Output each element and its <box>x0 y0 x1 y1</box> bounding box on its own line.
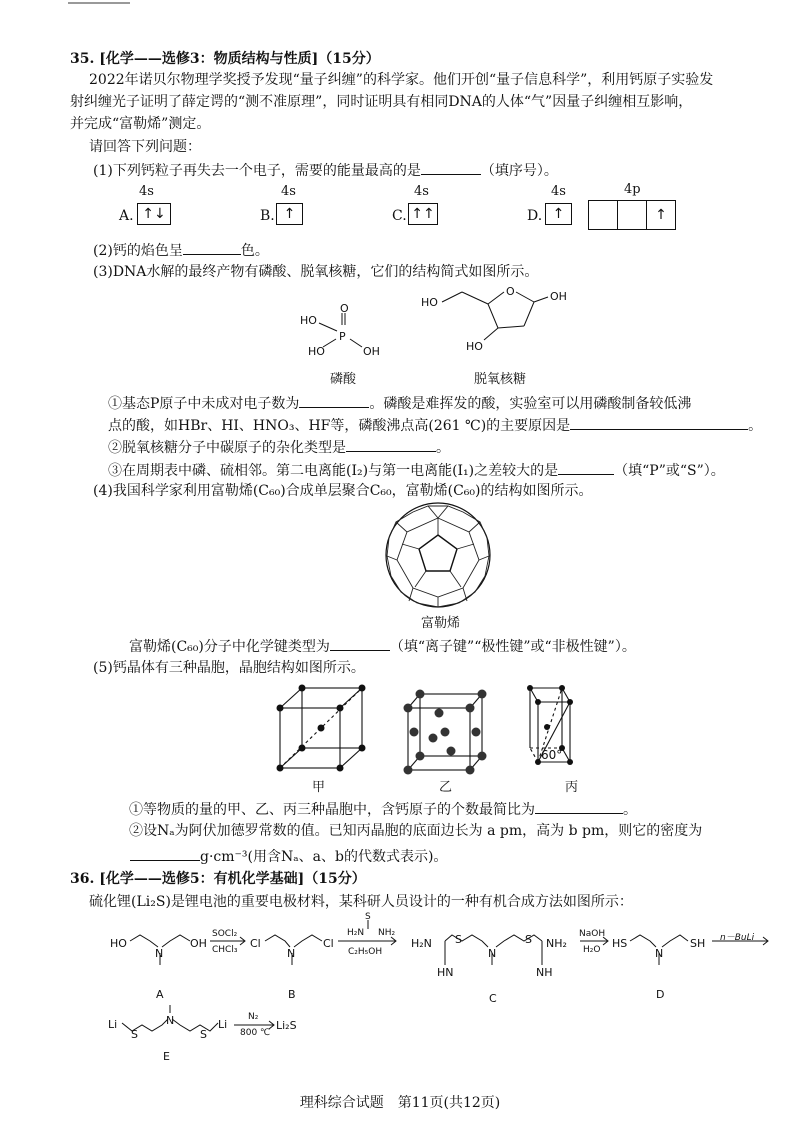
q35-part3c-tail: （填“P”或“S”）。 <box>614 463 725 479</box>
mol-e-right-chain <box>172 1019 218 1031</box>
mol-e-s-left: S <box>131 1028 138 1041</box>
thiourea-nh2: NH₂ <box>378 928 396 938</box>
q35-part2-blank <box>183 240 241 255</box>
cell-bing-angle: 60° <box>541 748 563 762</box>
mol-c-nh2: NH₂ <box>546 937 567 950</box>
sugar-oh-right: OH <box>550 290 567 303</box>
reagent-chcl3: CHCl₃ <box>212 945 238 955</box>
q35-part5a-tail: 。 <box>623 802 637 818</box>
fullerene-cage-lines <box>387 506 489 607</box>
q35-intro-line3: 并完成“富勒烯”测定。 <box>70 116 211 132</box>
mol-d-sh: SH <box>690 937 706 950</box>
q35-part3a-text2: 。磷酸是难挥发的酸，实验室可以用磷酸制备较低沸 <box>369 396 692 412</box>
cell-yi-atoms <box>404 690 487 775</box>
q35-intro-line1: 2022年诺贝尔物理学奖授予发现“量子纠缠”的科学家。他们开创“量子信息科学”，利用钙原子实验发 <box>89 72 714 88</box>
cell-jia-label: 甲 <box>312 780 326 795</box>
q35-part3a-blank1 <box>299 393 369 408</box>
q35-part5: (5)钙晶体有三种晶胞，晶胞结构如图所示。 <box>93 660 365 676</box>
orbital-label-4p: 4p <box>624 182 641 197</box>
top-edge-mark <box>68 2 130 4</box>
phos-p-atom: P <box>339 330 346 343</box>
orbital-label-4s-b: 4s <box>281 184 296 199</box>
orbital-label-4s-d: 4s <box>551 184 566 199</box>
q35-title: 35. [化学——选修3：物质结构与性质]（15分） <box>70 51 380 67</box>
q36-intro: 硫化锂(Li₂S)是锂电池的重要电极材料，某科研人员设计的一种有机合成方法如图所示： <box>89 894 633 910</box>
q35-prompt: 请回答下列问题： <box>89 139 201 155</box>
mol-b-cl-left: Cl <box>250 937 261 950</box>
mol-c-s-left: S <box>455 933 462 946</box>
q35-part5a-blank <box>535 799 623 814</box>
option-d-4p-box-2 <box>617 200 647 230</box>
mol-c-right-chain <box>496 935 542 947</box>
sugar-ring-bond-2 <box>516 292 534 302</box>
mol-a-right-chain <box>162 935 190 947</box>
reagent-naoh: NaOH <box>579 929 606 939</box>
reagent-socl2: SOCl₂ <box>212 929 238 939</box>
reagent-800c: 800 ℃ <box>240 1028 271 1038</box>
mol-d-hs: HS <box>612 937 628 950</box>
q35-part2-tail: 色。 <box>240 243 269 259</box>
cell-bing-label: 丙 <box>565 780 579 795</box>
sugar-oh-bond-right <box>534 297 548 302</box>
sugar-ring-bond-1 <box>488 292 504 304</box>
cell-yi-label: 乙 <box>439 780 453 795</box>
option-a-orbital-box: ↑↓ <box>137 203 171 225</box>
mol-a-label: A <box>156 988 164 1001</box>
q35-part5b-line2 <box>130 846 447 866</box>
reagent-n2: N₂ <box>248 1012 259 1022</box>
sugar-bond-2 <box>462 292 488 304</box>
phos-ho-left: HO <box>308 345 325 358</box>
q35-part1-text: (1)下列钙粒子再失去一个电子，需要的能量最高的是 <box>93 163 421 179</box>
mol-c-s-right: S <box>525 933 532 946</box>
q35-part3a-blank2 <box>570 415 748 430</box>
q35-part3c-blank <box>558 460 614 475</box>
q35-part4-text: 富勒烯(C₆₀)分子中化学键类型为 <box>129 639 330 655</box>
q35-part3b-text: ②脱氧核糖分子中碳原子的杂化类型是 <box>108 440 346 456</box>
q35-part3a-line1 <box>108 393 691 413</box>
q35-part3b-blank <box>346 437 436 452</box>
phos-oh-right: OH <box>363 345 380 358</box>
q36-title: 36. [化学——选修5：有机化学基础]（15分） <box>70 871 366 887</box>
mol-d-n: N <box>655 947 664 960</box>
page-footer: 理科综合试题 第11页(共12页) <box>299 1095 501 1111</box>
q35-part3: (3)DNA水解的最终产物有磷酸、脱氧核糖，它们的结构简式如图所示。 <box>93 264 539 280</box>
option-c-label: C. <box>392 208 407 224</box>
option-d-4p-box-3: ↑ <box>646 200 676 230</box>
mol-c-nh: NH <box>536 966 553 979</box>
calcium-crystal-cells <box>270 680 590 790</box>
p-oh-bond-top <box>319 323 337 331</box>
phos-o-atom: O <box>340 302 349 315</box>
option-b-label: B. <box>260 208 275 224</box>
q35-part1-blank <box>421 160 481 175</box>
mol-e-n: N <box>166 1014 175 1027</box>
q35-part3c-text: ③在周期表中磷、硫相邻。第二电离能(I₂)与第一电离能(I₁)之差较大的是 <box>108 463 559 479</box>
mol-a-ho: HO <box>110 937 127 950</box>
q35-part4: (4)我国科学家利用富勒烯(C₆₀)合成单层聚合C₆₀，富勒烯(C₆₀)的结构如图所示。 <box>93 483 593 499</box>
reagent-nbuli: n－BuLi <box>720 933 755 943</box>
q35-part3a-text3: 点的酸，如HBr、HI、HNO₃、HF等，磷酸沸点高(261 ℃)的主要原因是 <box>108 418 571 434</box>
q35-part3b <box>108 437 450 457</box>
thiourea-s: S <box>365 912 371 922</box>
mol-e-li-left: Li <box>108 1018 118 1031</box>
mol-a-oh: OH <box>190 937 207 950</box>
sugar-ring-o: O <box>506 285 515 298</box>
mol-c-n: N <box>488 947 497 960</box>
mol-b-label: B <box>288 988 296 1001</box>
q35-part5b-line1: ②设Nₐ为阿伏加德罗常数的值。已知丙晶胞的底面边长为 a pm，高为 b pm，则它的密度为 <box>129 823 703 839</box>
mol-b-n: N <box>287 947 296 960</box>
q35-part3a-line2 <box>108 415 762 435</box>
q35-part5a <box>129 799 637 819</box>
fullerene-c60-image <box>383 500 493 610</box>
q35-part1-tail: （填序号）。 <box>480 163 558 179</box>
sugar-ho-bottom: HO <box>466 340 483 353</box>
sugar-ring-bond-3 <box>524 302 534 326</box>
mol-e-li-right: Li <box>218 1018 228 1031</box>
option-d-orbital-box-4s: ↑ <box>545 203 572 225</box>
sugar-oh-bond-bottom <box>484 328 498 340</box>
sugar-ring-bond-4 <box>498 326 524 328</box>
deoxyribose-label: 脱氧核糖 <box>474 372 527 387</box>
orbital-label-4s-a: 4s <box>139 184 154 199</box>
option-b-orbital-box: ↑ <box>276 203 303 225</box>
q35-part3c <box>108 460 725 480</box>
mol-b-left-chain <box>265 935 290 947</box>
mol-c-hn: HN <box>437 966 454 979</box>
q35-part2-text: (2)钙的焰色呈 <box>93 243 183 259</box>
mol-b-cl-right: Cl <box>323 937 334 950</box>
q35-part5b-blank <box>130 846 200 861</box>
mol-d-label: D <box>656 988 665 1001</box>
sugar-ho-left: HO <box>421 296 438 309</box>
mol-a-left-chain <box>130 935 158 947</box>
fullerene-center-pentagon <box>419 535 457 571</box>
q35-part4-tail: （填“离子键”“极性键”或“非极性键”）。 <box>389 639 636 655</box>
q35-part2 <box>93 240 269 260</box>
mol-e-label: E <box>163 1050 170 1063</box>
q35-part5b-tail: g·cm⁻³(用含Nₐ、a、b的代数式表示)。 <box>200 849 448 865</box>
q35-part3a-text4: 。 <box>748 418 763 434</box>
mol-b-right-chain <box>294 935 322 947</box>
mol-e-s-right: S <box>200 1028 207 1041</box>
reagent-h2o: H₂O <box>583 945 601 955</box>
phos-ho-top: HO <box>300 314 317 327</box>
orbital-label-4s-c: 4s <box>414 184 429 199</box>
option-d-label: D. <box>527 208 543 224</box>
q35-part4-question <box>129 636 636 656</box>
reagent-ethanol: C₂H₅OH <box>348 947 383 957</box>
sugar-bond-1 <box>442 292 462 302</box>
q35-part3a-text1: ①基态P原子中未成对电子数为 <box>108 396 300 412</box>
phosphoric-acid-label: 磷酸 <box>330 372 357 387</box>
mol-a-n: N <box>155 947 164 960</box>
q35-part5a-text: ①等物质的量的甲、乙、丙三种晶胞中，含钙原子的个数最简比为 <box>129 802 535 818</box>
sugar-ring-bond-5 <box>488 304 498 328</box>
q35-part3b-tail: 。 <box>436 440 450 456</box>
q35-part4-blank <box>330 636 390 651</box>
option-d-4p-box-1 <box>588 200 618 230</box>
mol-d-right-chain <box>662 935 688 947</box>
p-oh-bond-right <box>350 339 362 347</box>
mol-d-left-chain <box>630 935 656 947</box>
option-a-label: A. <box>119 208 134 224</box>
product-li2s: Li₂S <box>276 1019 297 1032</box>
mol-c-left-chain <box>445 935 488 947</box>
q35-intro-line2: 射纠缠光子证明了薛定谔的“测不准原理”，同时证明具有相同DNA的人体“气”因量子纠缠相互影响， <box>70 94 693 110</box>
mol-c-h2n: H₂N <box>411 937 432 950</box>
fullerene-label: 富勒烯 <box>421 616 461 631</box>
thiourea-h2n: H₂N <box>347 928 365 938</box>
mol-e-left-chain <box>122 1019 168 1031</box>
q35-part1 <box>93 160 558 180</box>
option-c-orbital-box: ↑↑ <box>408 203 438 225</box>
mol-c-label: C <box>489 992 497 1005</box>
